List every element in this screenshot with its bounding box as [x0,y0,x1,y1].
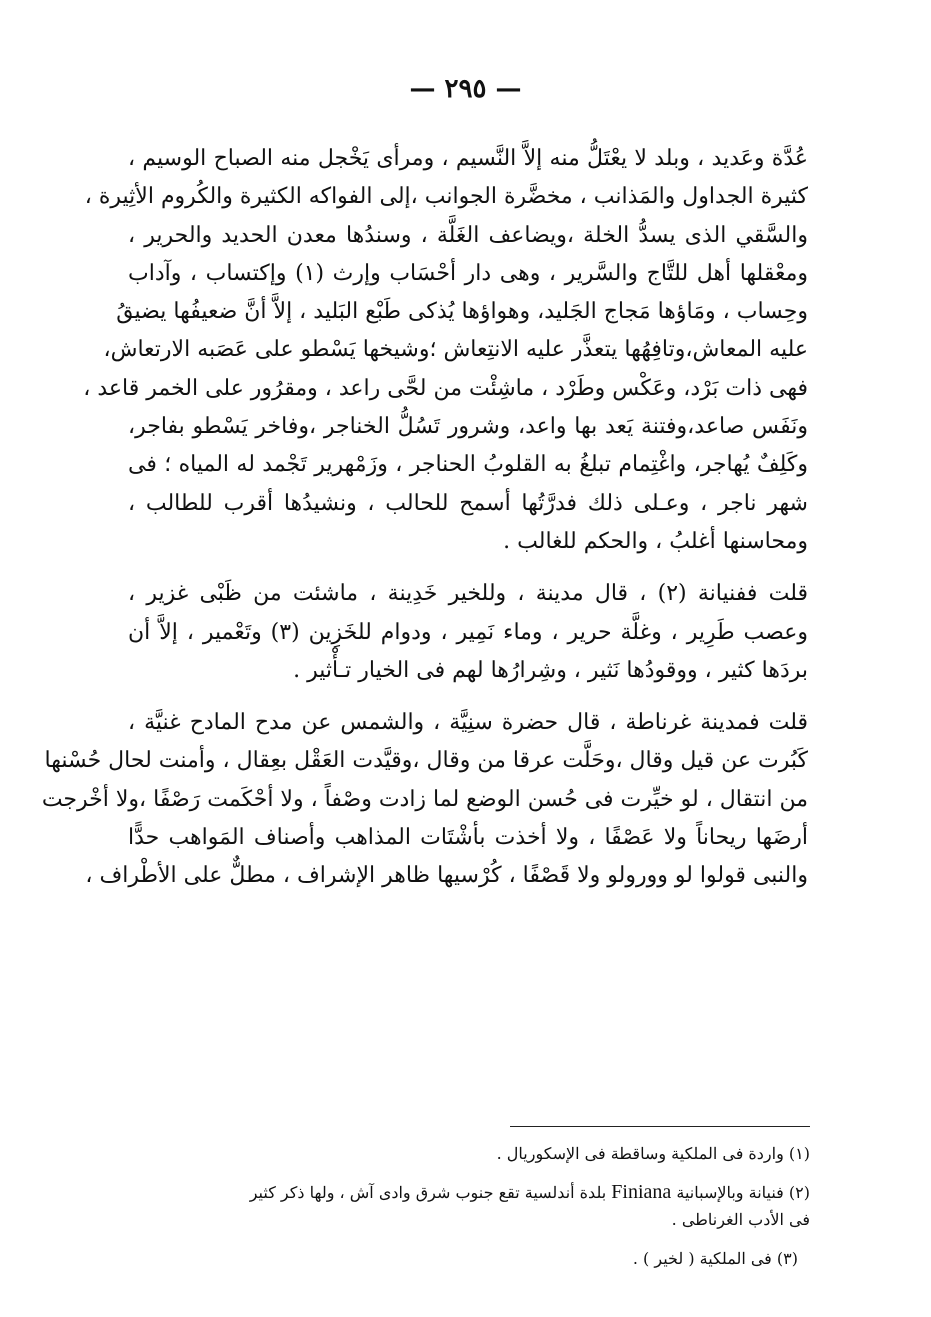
text-line: وحِساب ، ومَاؤها مَجاج الجَليد، وهواؤها يُذكى طَبْع البَليد ، إلاَّ أنَّ ضعيفُها يضيقُ [116,299,808,325]
footnote-gap [128,1233,810,1245]
paragraph-gap [128,690,808,704]
text-line: ونَفَس صاعد،وفتنة يَعد بها واعد، وشرور تَسُلُّ الخناجر ،وفاخر يَسْطو بفاجر، [128,414,808,440]
text-line: فهى ذات بَرْد، وعَكْس وطَرْد ، ماشِئْت من لحَّى راعد ، ومقرُور على الخمر قاعد ، [83,375,808,401]
text-line: كَبُرت عن قيل وقال ،وحَلَّت عرقا من وقال ،وقيَّدت العَقْل بعِقال ، وأمنت لحال حُسْنها [44,748,808,774]
text-line: عليه المعاش،وتافِهُها يتعذَّر عليه الانتِعاش ؛وشيخها يَسْطو على عَصَبه الارتعاش، [103,337,808,363]
text-line: عُدَّة وعَديد ، وبلد لا يعْتَلُّ منه إلاَّ النَّسيم ، ومرأى يَخْجل منه الصباح الوسيم ، [128,146,808,171]
paragraph-3 [41,704,808,895]
text-line: قلت ففنيانة (٢) ، قال مدينة ، وللخير خَدِينة ، ماشئت من ظَبْى غزير ، [128,581,808,607]
text-line: بردَها كثير ، ووقودُها نَثير ، وشِرارُها لهم فى الخيار تـأْثير . [293,657,808,683]
footnote-2-continuation: فى الأدب الغرناطى . [671,1210,810,1229]
text-line: قلت فمدينة غرناطة ، قال حضرة سنِيَّة ، والشمس عن مدح المادح غنيَّة ، [128,710,808,736]
text-line: وكَلِفٌ يُهاجر، واغْتِمام تبلغُ به القلوبُ الحناجر ، وزَمْهرير تَجْمد له المياه ؛ فى [128,452,808,478]
text-line: وعصب طَرِير ، وغلَّة حرير ، وماء نَمِير ، ودوام للخَزِين (٣) وتَعْمير ، إلاَّ أن [128,619,808,645]
text-line: شهر ناجر ، وعـلى ذلك فدرَّتُها أسمح للحالب ، ونشيدُها أقرب للطالب ، [128,490,808,516]
text-line: والنبى قولوا لو وورولو ولا قَصْفًا ، كُرْسيها ظاهر الإشراف ، مطلٌّ على الأطْراف ، [85,863,808,889]
footnote-1: (١) واردة فى الملكية وساقطة فى الإسكوريال . [496,1144,810,1163]
footnote-separator [510,1126,810,1127]
text-line: كثيرة الجداول والمَذانب ، مخضَّرة الجوانب ،إلى الفواكه الكثيرة والكُروم الأثِيرة ، [84,184,808,210]
footnote-3: (٣) فى الملكية ( لخير ) . [632,1249,798,1268]
footnote-gap [128,1167,810,1179]
text-line: والسَّقي الذى يسدُّ الخلة ،ويضاعف الغَلَّة ، وسندُها معدن الحديد والحرير ، [128,222,808,248]
footnote-2-latin-term: Finiana [611,1181,672,1203]
text-line: ومحاسنها أغلبُ ، والحكم للغالب . [503,528,808,554]
text-line: ومعْقلها أهل للتَّاج والسَّرير ، وهى دار أحْسَاب وإرث (١) وإكتساب ، وآداب [128,260,808,286]
footnote-2-text-end: بلدة أندلسية تقع جنوب شرق وادى آش ، ولها ذكر كثير [249,1183,612,1202]
paragraph-2 [128,575,808,690]
footnotes [128,1140,810,1272]
paragraph-gap [128,561,808,575]
text-line: أرضَها ريحاناً ولا عَصْفًا ، ولا أخذت بأشْتَات المذاهب وأصناف المَواهب حدًّا [128,825,808,851]
text-line: من انتقال ، لو خيِّرت فى حُسن الوضع لما زادت وصْفاً ، ولا أحْكَمت رَصْفًا ،ولا أخْرجت [41,786,808,812]
footnote-2 [128,1179,810,1206]
footnote-2-text-start: (٢) فنيانة وبالإسبانية [671,1183,810,1202]
body-text [41,140,808,896]
paragraph-1 [83,140,808,561]
page-number: — ٢٩٥ — [409,74,522,104]
